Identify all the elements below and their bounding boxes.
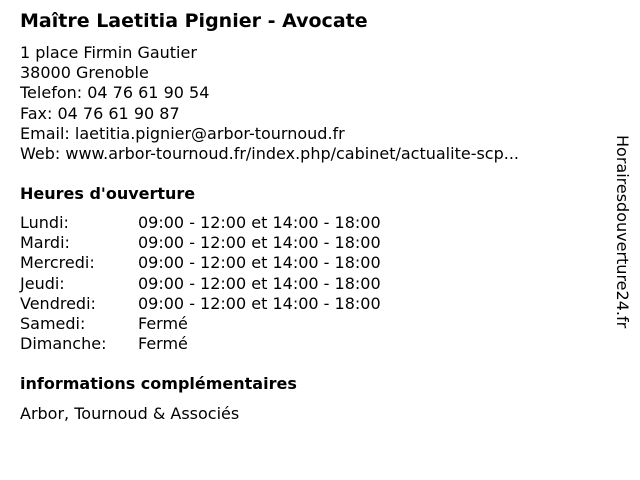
hours-time: 09:00 - 12:00 et 14:00 - 18:00 [138,233,381,253]
hours-row [20,334,381,354]
address-city: 38000 Grenoble [20,63,149,83]
hours-time: 09:00 - 12:00 et 14:00 - 18:00 [138,273,381,293]
web-line: Web: www.arbor-tournoud.fr/index.php/cabinet/actualite-scp... [20,144,520,164]
hours-day: Lundi: [20,213,69,232]
hours-day: Samedi: [20,314,86,334]
hours-time: 09:00 - 12:00 et 14:00 - 18:00 [138,293,381,313]
hours-day: Mardi: [20,233,70,253]
hours-time: 09:00 - 12:00 et 14:00 - 18:00 [138,253,381,273]
hours-day: Jeudi: [20,273,65,293]
hours-row [20,294,381,314]
phone-line: Telefon: 04 76 61 90 54 [20,83,210,103]
contact-block [20,43,519,164]
hours-row [20,233,381,253]
hours-time: Fermé [138,314,188,334]
hours-day: Mercredi: [20,253,95,273]
hours-row [20,274,381,294]
hours-day: Vendredi: [20,293,96,313]
hours-heading: Heures d'ouverture [20,184,196,203]
info-heading: informations complémentaires [20,374,297,393]
hours-time: 09:00 - 12:00 et 14:00 - 18:00 [138,213,381,232]
fax-line: Fax: 04 76 61 90 87 [20,103,180,123]
hours-row [20,253,381,273]
page-title: Maître Laetitia Pignier - Avocate [20,10,368,32]
hours-day: Dimanche: [20,334,107,354]
hours-table [20,213,381,354]
hours-row [20,213,381,233]
site-watermark: Horairesdouverture24.fr [613,135,632,329]
info-text: Arbor, Tournoud & Associés [20,404,240,423]
address-street: 1 place Firmin Gautier [20,43,197,62]
email-line: Email: laetitia.pignier@arbor-tournoud.fr [20,123,345,143]
hours-time: Fermé [138,334,188,354]
hours-row [20,314,381,334]
